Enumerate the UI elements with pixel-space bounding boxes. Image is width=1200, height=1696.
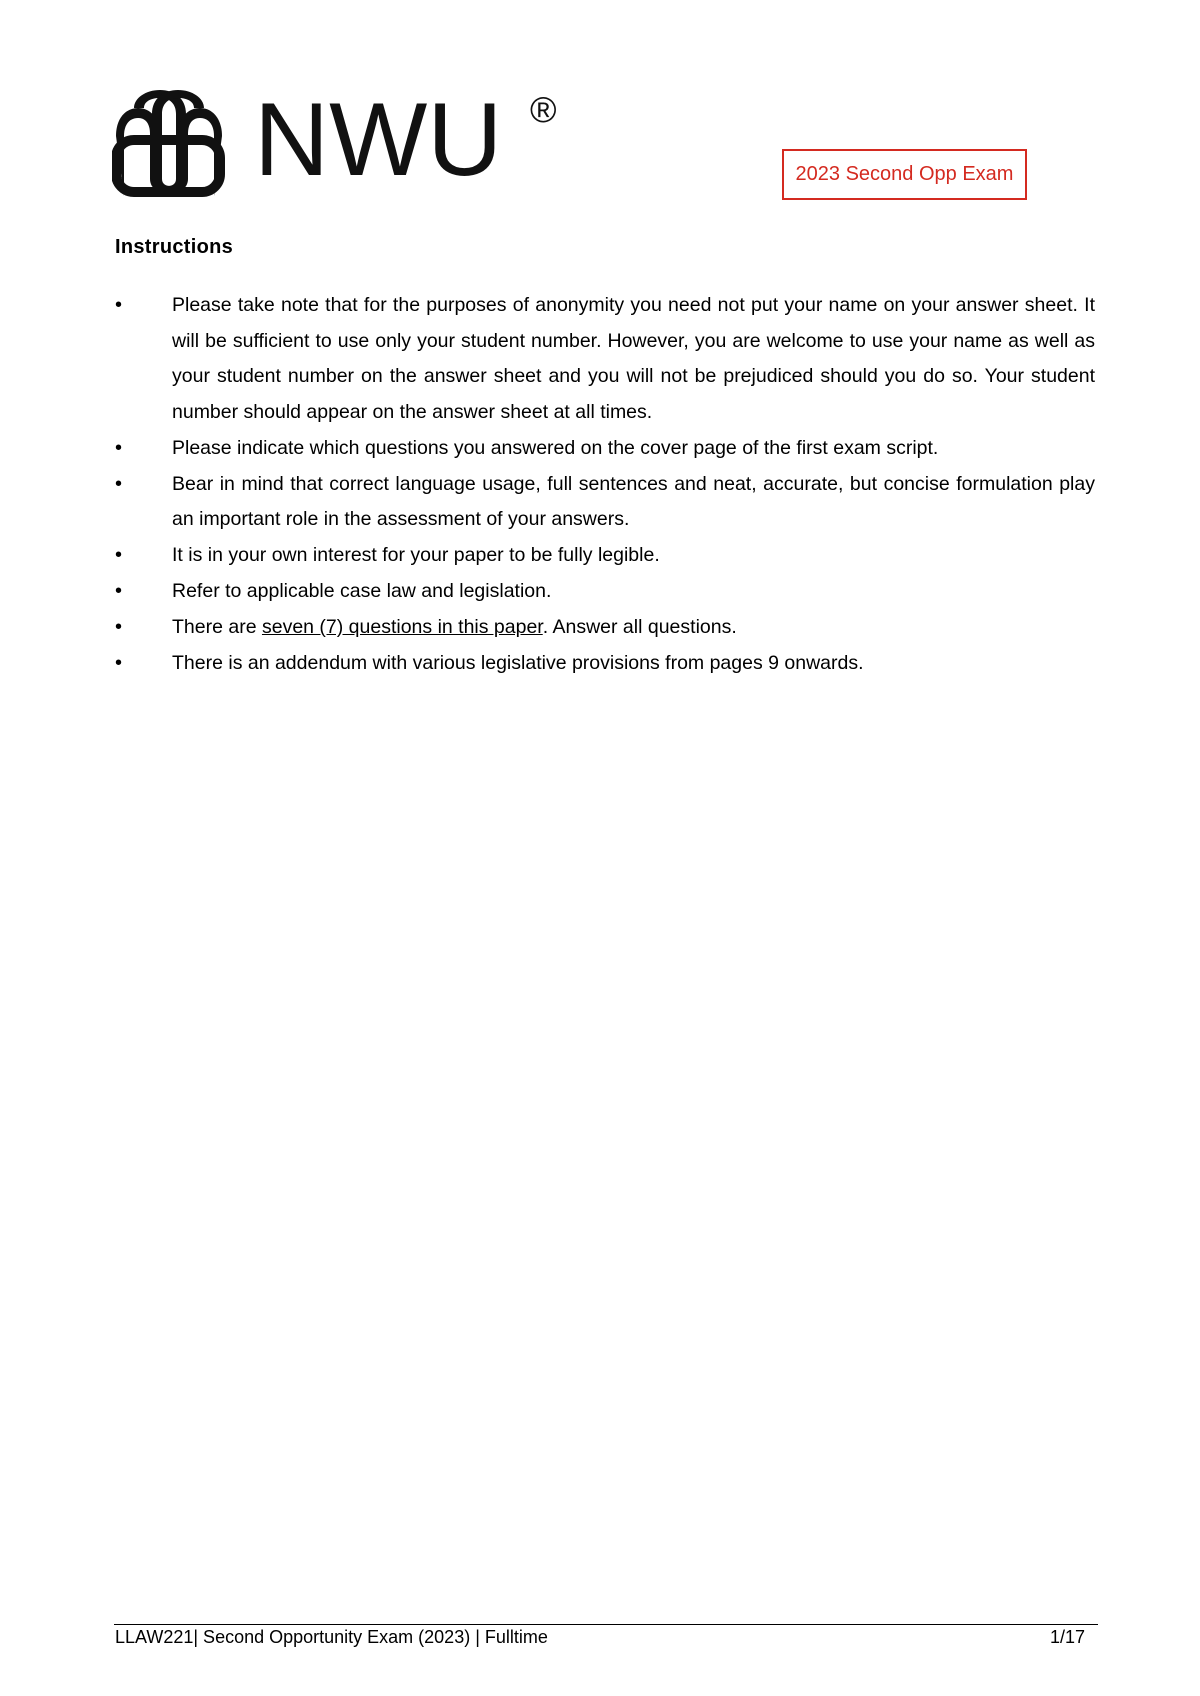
bullet-icon: • — [115, 616, 123, 638]
bullet-icon: • — [115, 544, 123, 566]
bullet-icon: • — [115, 294, 123, 316]
bullet-icon: • — [115, 580, 123, 602]
instruction-text: Please take note that for the purposes of anonymity you need not put your name on your answer sheet. It will be sufficient to use only your student number. However, you are welcome to use your name as well as your student number on the answer sheet and you will not be prejudiced should you do so. Your student number should appear on the answer sheet at all times. — [172, 294, 1095, 423]
instruction-text: Refer to applicable case law and legislation. — [172, 580, 552, 602]
instruction-text: Bear in mind that correct language usage, full sentences and neat, accurate, but concise formulation play an important role in the assessment of your answers. — [172, 472, 1095, 530]
nwu-logo — [112, 80, 572, 200]
exam-tag: 2023 Second Opp Exam — [782, 149, 1027, 200]
bullet-icon: • — [115, 472, 123, 495]
instruction-text: There is an addendum with various legislative provisions from pages 9 onwards. — [172, 652, 864, 674]
instruction-text: It is in your own interest for your paper to be fully legible. — [172, 544, 660, 566]
instructions-heading: Instructions — [115, 236, 234, 258]
instruction-text-underlined: seven (7) questions in this paper — [261, 616, 543, 638]
logo-text: NWU — [254, 82, 503, 198]
list-item — [115, 538, 1095, 574]
footer-course-info: LLAW221| Second Opportunity Exam (2023) | Fulltime — [115, 1627, 548, 1647]
list-item — [115, 610, 1095, 646]
footer-page-number: 1/17 — [1049, 1627, 1085, 1647]
instruction-text-post: . Answer all questions. — [542, 616, 737, 638]
footer-divider — [114, 1624, 1098, 1625]
list-item — [115, 467, 1095, 538]
instructions-list — [115, 288, 1095, 682]
list-item — [115, 431, 1095, 467]
bullet-icon: • — [115, 436, 123, 459]
list-item — [115, 646, 1095, 682]
instruction-text: Please indicate which questions you answered on the cover page of the first exam script. — [172, 436, 939, 459]
list-item — [115, 288, 1095, 430]
registered-mark: ® — [530, 89, 557, 130]
instruction-text-pre: There are — [172, 616, 262, 638]
nwu-emblem-icon — [116, 90, 222, 196]
bullet-icon: • — [115, 652, 123, 674]
list-item — [115, 574, 1095, 610]
